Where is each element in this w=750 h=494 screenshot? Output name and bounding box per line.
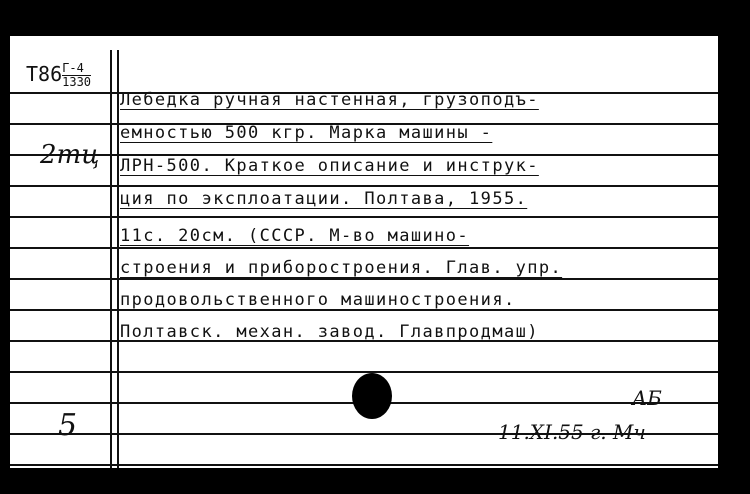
card-line: ция по эксплоатации. Полтава, 1955. xyxy=(120,189,528,209)
card-line: Полтавск. механ. завод. Главпродмаш) xyxy=(120,322,539,342)
card-line: строения и приборостроения. Глав. упр. xyxy=(120,258,563,278)
card-line: ЛРН-500. Краткое описание и инструк- xyxy=(120,156,539,176)
punched-hole xyxy=(352,373,392,419)
card-line: Лебедка ручная настенная, грузоподъ- xyxy=(120,90,539,110)
date-stamp: 11.XI.55 г. Мч xyxy=(498,420,646,444)
classification-main: Т86 xyxy=(26,62,63,86)
initials: АБ xyxy=(632,386,662,410)
classification-numerator: Г-4 xyxy=(62,62,91,76)
classification-fraction xyxy=(62,62,91,89)
card-line: 11с. 20см. (СССР. М-во машино- xyxy=(120,226,470,246)
card-line: продовольственного машиностроения. xyxy=(120,290,516,310)
classification-denominator: 1330 xyxy=(62,75,92,89)
inventory-mark: 5 xyxy=(58,408,78,443)
catalog-card xyxy=(10,36,718,468)
margin-line xyxy=(110,50,112,468)
side-mark: 2тц xyxy=(40,140,100,170)
card-line: емностью 500 кгр. Марка машины - xyxy=(120,123,493,143)
margin-line xyxy=(117,50,119,468)
classification-mark xyxy=(26,62,91,89)
